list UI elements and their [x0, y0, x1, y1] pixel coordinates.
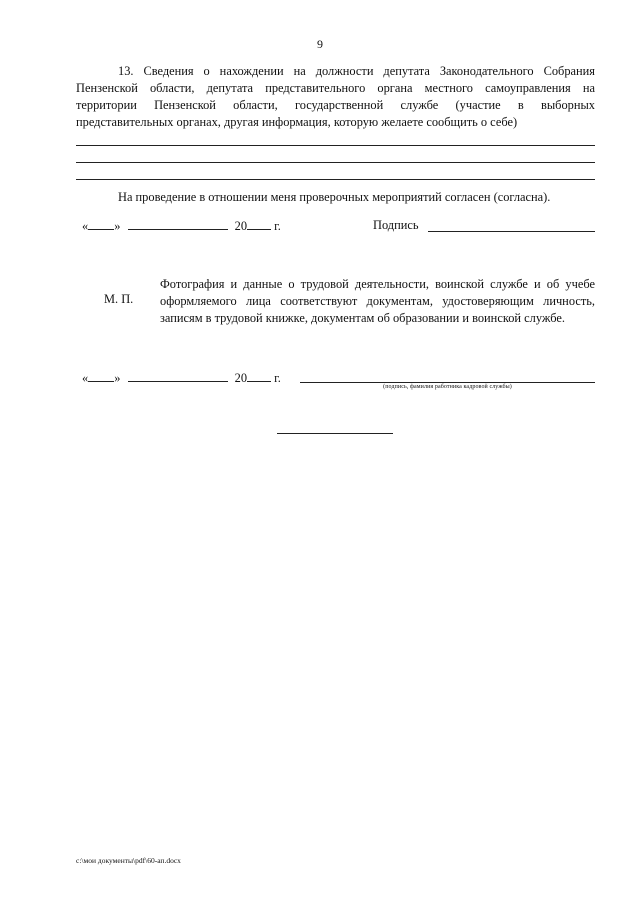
year-suffix: г. — [274, 219, 281, 233]
open-quote: « — [82, 371, 89, 385]
hr-signature-line — [300, 382, 595, 383]
answer-line-2 — [76, 162, 595, 163]
date-row-2 — [82, 370, 281, 386]
day-blank — [88, 370, 114, 382]
hr-signature-caption: (подпись, фамилия работника кадровой службы) — [383, 384, 512, 390]
page-number: 9 — [317, 37, 323, 51]
confirmation-paragraph: Фотография и данные о трудовой деятельности, воинской службе и об учебе оформляемого лица соответствуют документам, удостоверяющим личность, записям в трудовой книжке, документам об образовании и воинской службе. — [160, 277, 595, 325]
year-blank — [247, 218, 271, 230]
open-quote: « — [82, 219, 89, 233]
date-row-1 — [82, 218, 281, 234]
footer-file-path: c:\мои документы\pdf\60-ап.docx — [76, 856, 181, 865]
section-13-paragraph: 13. Сведения о нахождении на должности депутата Законодательного Собрания Пензенской области, депутата представительного органа местного самоуправления на территории Пензенской области, государственной службе (участие в выборных представительных органах, другая информация, которую желаете сообщить о себе) — [76, 64, 595, 129]
close-quote: » — [114, 219, 121, 233]
year-prefix: 20 — [234, 371, 248, 385]
month-blank — [128, 370, 228, 382]
answer-line-1 — [76, 145, 595, 146]
signature-label: Подпись — [373, 218, 419, 232]
signature-line — [428, 231, 595, 232]
close-quote: » — [114, 371, 121, 385]
year-blank — [247, 370, 271, 382]
answer-line-3 — [76, 179, 595, 180]
year-suffix: г. — [274, 371, 281, 385]
stamp-label: М. П. — [104, 292, 134, 306]
year-prefix: 20 — [234, 219, 248, 233]
consent-statement: На проведение в отношении меня проверочных мероприятий согласен (согласна). — [118, 190, 551, 204]
end-divider — [277, 433, 393, 434]
day-blank — [88, 218, 114, 230]
month-blank — [128, 218, 228, 230]
